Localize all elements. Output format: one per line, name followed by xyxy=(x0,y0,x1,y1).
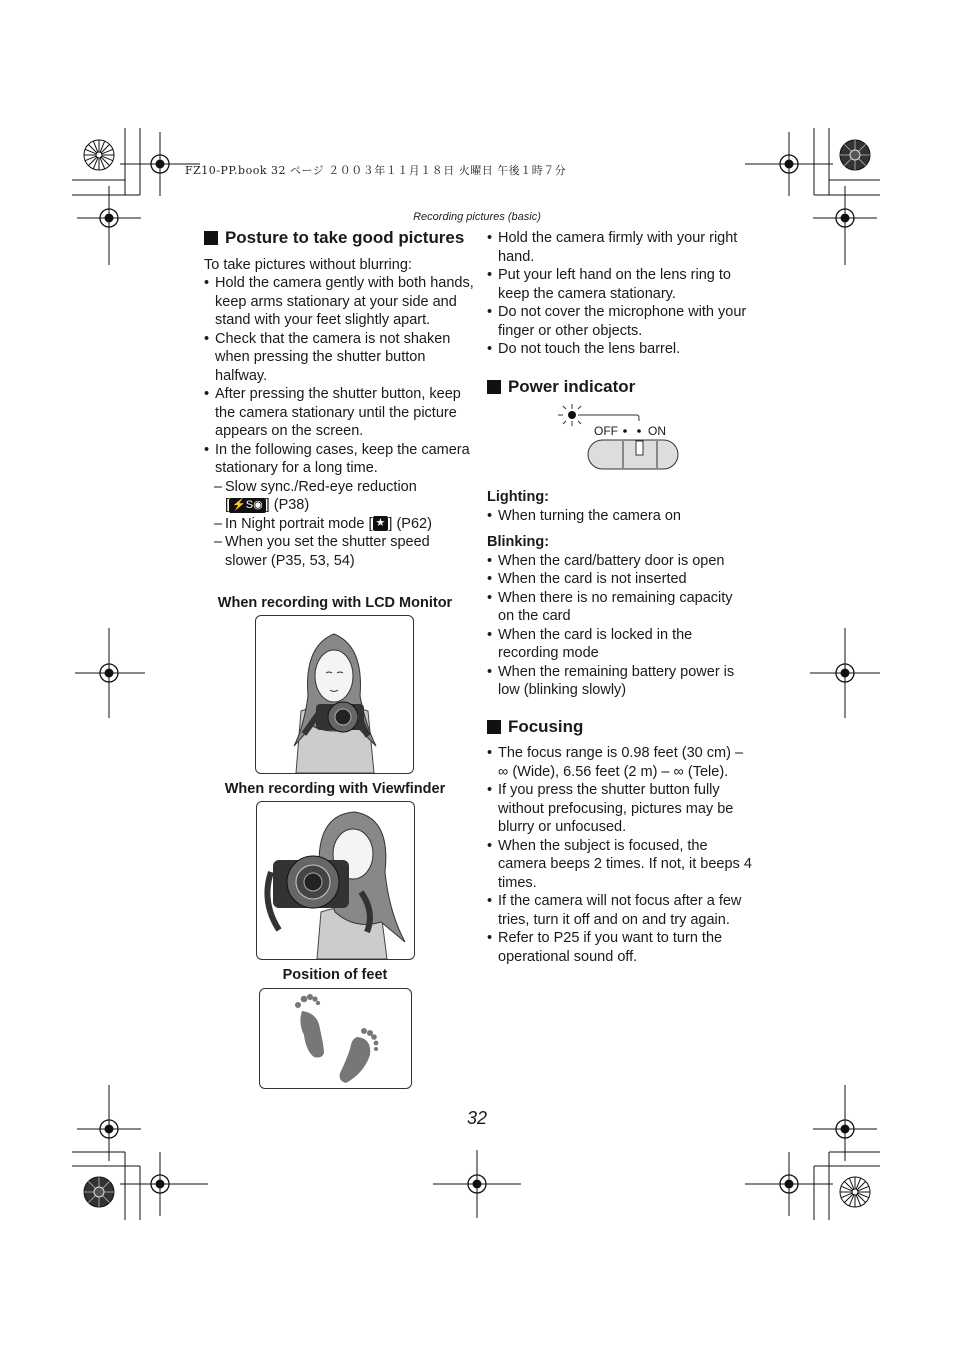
power-title: Power indicator xyxy=(487,378,752,397)
right-column xyxy=(487,229,752,966)
list-item: – When you set the shutter speed slower (P35, 53, 54) xyxy=(214,533,474,570)
posture-list xyxy=(204,274,474,478)
lighting-label: Lighting: xyxy=(487,489,550,505)
list-item: • When turning the camera on xyxy=(487,507,752,526)
viewfinder-illustration xyxy=(256,801,415,960)
list-item: • The focus range is 0.98 feet (30 cm) – ∞ (Wide), 6.56 feet (2 m) – ∞ (Tele). xyxy=(487,744,752,781)
power-switch-icon xyxy=(553,402,753,482)
blinking-list xyxy=(487,552,752,700)
posture-title: Posture to take good pictures xyxy=(204,229,474,248)
list-item: • Check that the camera is not shaken when pressing the shutter button halfway. xyxy=(204,330,474,386)
print-header: FZ10-PP.book 32 ページ ２００３年１１月１８日 火曜日 午後１時７分 xyxy=(185,164,567,177)
list-item: • Hold the camera gently with both hands, keep arms stationary at your side and stand with your feet slightly apart. xyxy=(204,274,474,330)
blinking-label: Blinking: xyxy=(487,534,550,550)
list-item: • Do not cover the microphone with your finger or other objects. xyxy=(487,303,752,340)
section-square-icon xyxy=(487,380,501,394)
page-number: 32 xyxy=(466,1108,488,1128)
list-item: • In the following cases, keep the camera stationary for a long time. xyxy=(204,441,474,478)
list-item: – Slow sync./Red-eye reduction [ ⚡S◉ ] (P38) xyxy=(214,478,474,515)
power-switch-figure xyxy=(487,396,752,488)
lcd-caption: When recording with LCD Monitor xyxy=(217,595,453,611)
list-item: • Do not touch the lens barrel. xyxy=(487,340,752,359)
lcd-illustration xyxy=(255,615,414,774)
list-item: • If you press the shutter button fully without prefocusing, pictures may be blurry or unfocused. xyxy=(487,781,752,837)
section-square-icon xyxy=(487,720,501,734)
woman-lcd-image xyxy=(256,616,413,773)
list-item: • When the card/battery door is open xyxy=(487,552,752,571)
feet-illustration xyxy=(259,988,412,1089)
focusing-list xyxy=(487,744,752,966)
list-item: • When the card is locked in the recording mode xyxy=(487,626,752,663)
running-head: Recording pictures (basic) xyxy=(413,211,541,223)
list-item: • After pressing the shutter button, keep the camera stationary until the picture appears on the screen. xyxy=(204,385,474,441)
list-item: • When there is no remaining capacity on the card xyxy=(487,589,752,626)
night-portrait-icon: ★ xyxy=(373,516,389,531)
list-item: • When the subject is focused, the camera beeps 2 times. If not, it beeps 4 times. xyxy=(487,837,752,893)
flash-redeye-icon: ⚡S◉ xyxy=(229,498,266,513)
list-item: • When the remaining battery power is low (blinking slowly) xyxy=(487,663,752,700)
posture-cases xyxy=(204,478,474,571)
woman-viewfinder-image xyxy=(257,802,414,959)
list-item: • If the camera will not focus after a few tries, turn it off and on and try again. xyxy=(487,892,752,929)
list-item: • Hold the camera firmly with your right hand. xyxy=(487,229,752,266)
posture-right-list xyxy=(487,229,752,359)
focusing-title: Focusing xyxy=(487,718,752,737)
section-square-icon xyxy=(204,231,218,245)
on-label: ON xyxy=(648,424,666,438)
lighting-list xyxy=(487,507,752,526)
posture-intro: To take pictures without blurring: xyxy=(204,256,412,273)
feet-caption: Position of feet xyxy=(282,967,388,983)
off-label: OFF xyxy=(594,424,618,438)
viewfinder-caption: When recording with Viewfinder xyxy=(224,781,446,797)
list-item: • Put your left hand on the lens ring to keep the camera stationary. xyxy=(487,266,752,303)
list-item: • Refer to P25 if you want to turn the operational sound off. xyxy=(487,929,752,966)
left-column xyxy=(204,229,474,570)
footprints-image xyxy=(260,989,411,1088)
list-item: – In Night portrait mode [ ★ ] (P62) xyxy=(214,515,474,534)
list-item: • When the card is not inserted xyxy=(487,570,752,589)
